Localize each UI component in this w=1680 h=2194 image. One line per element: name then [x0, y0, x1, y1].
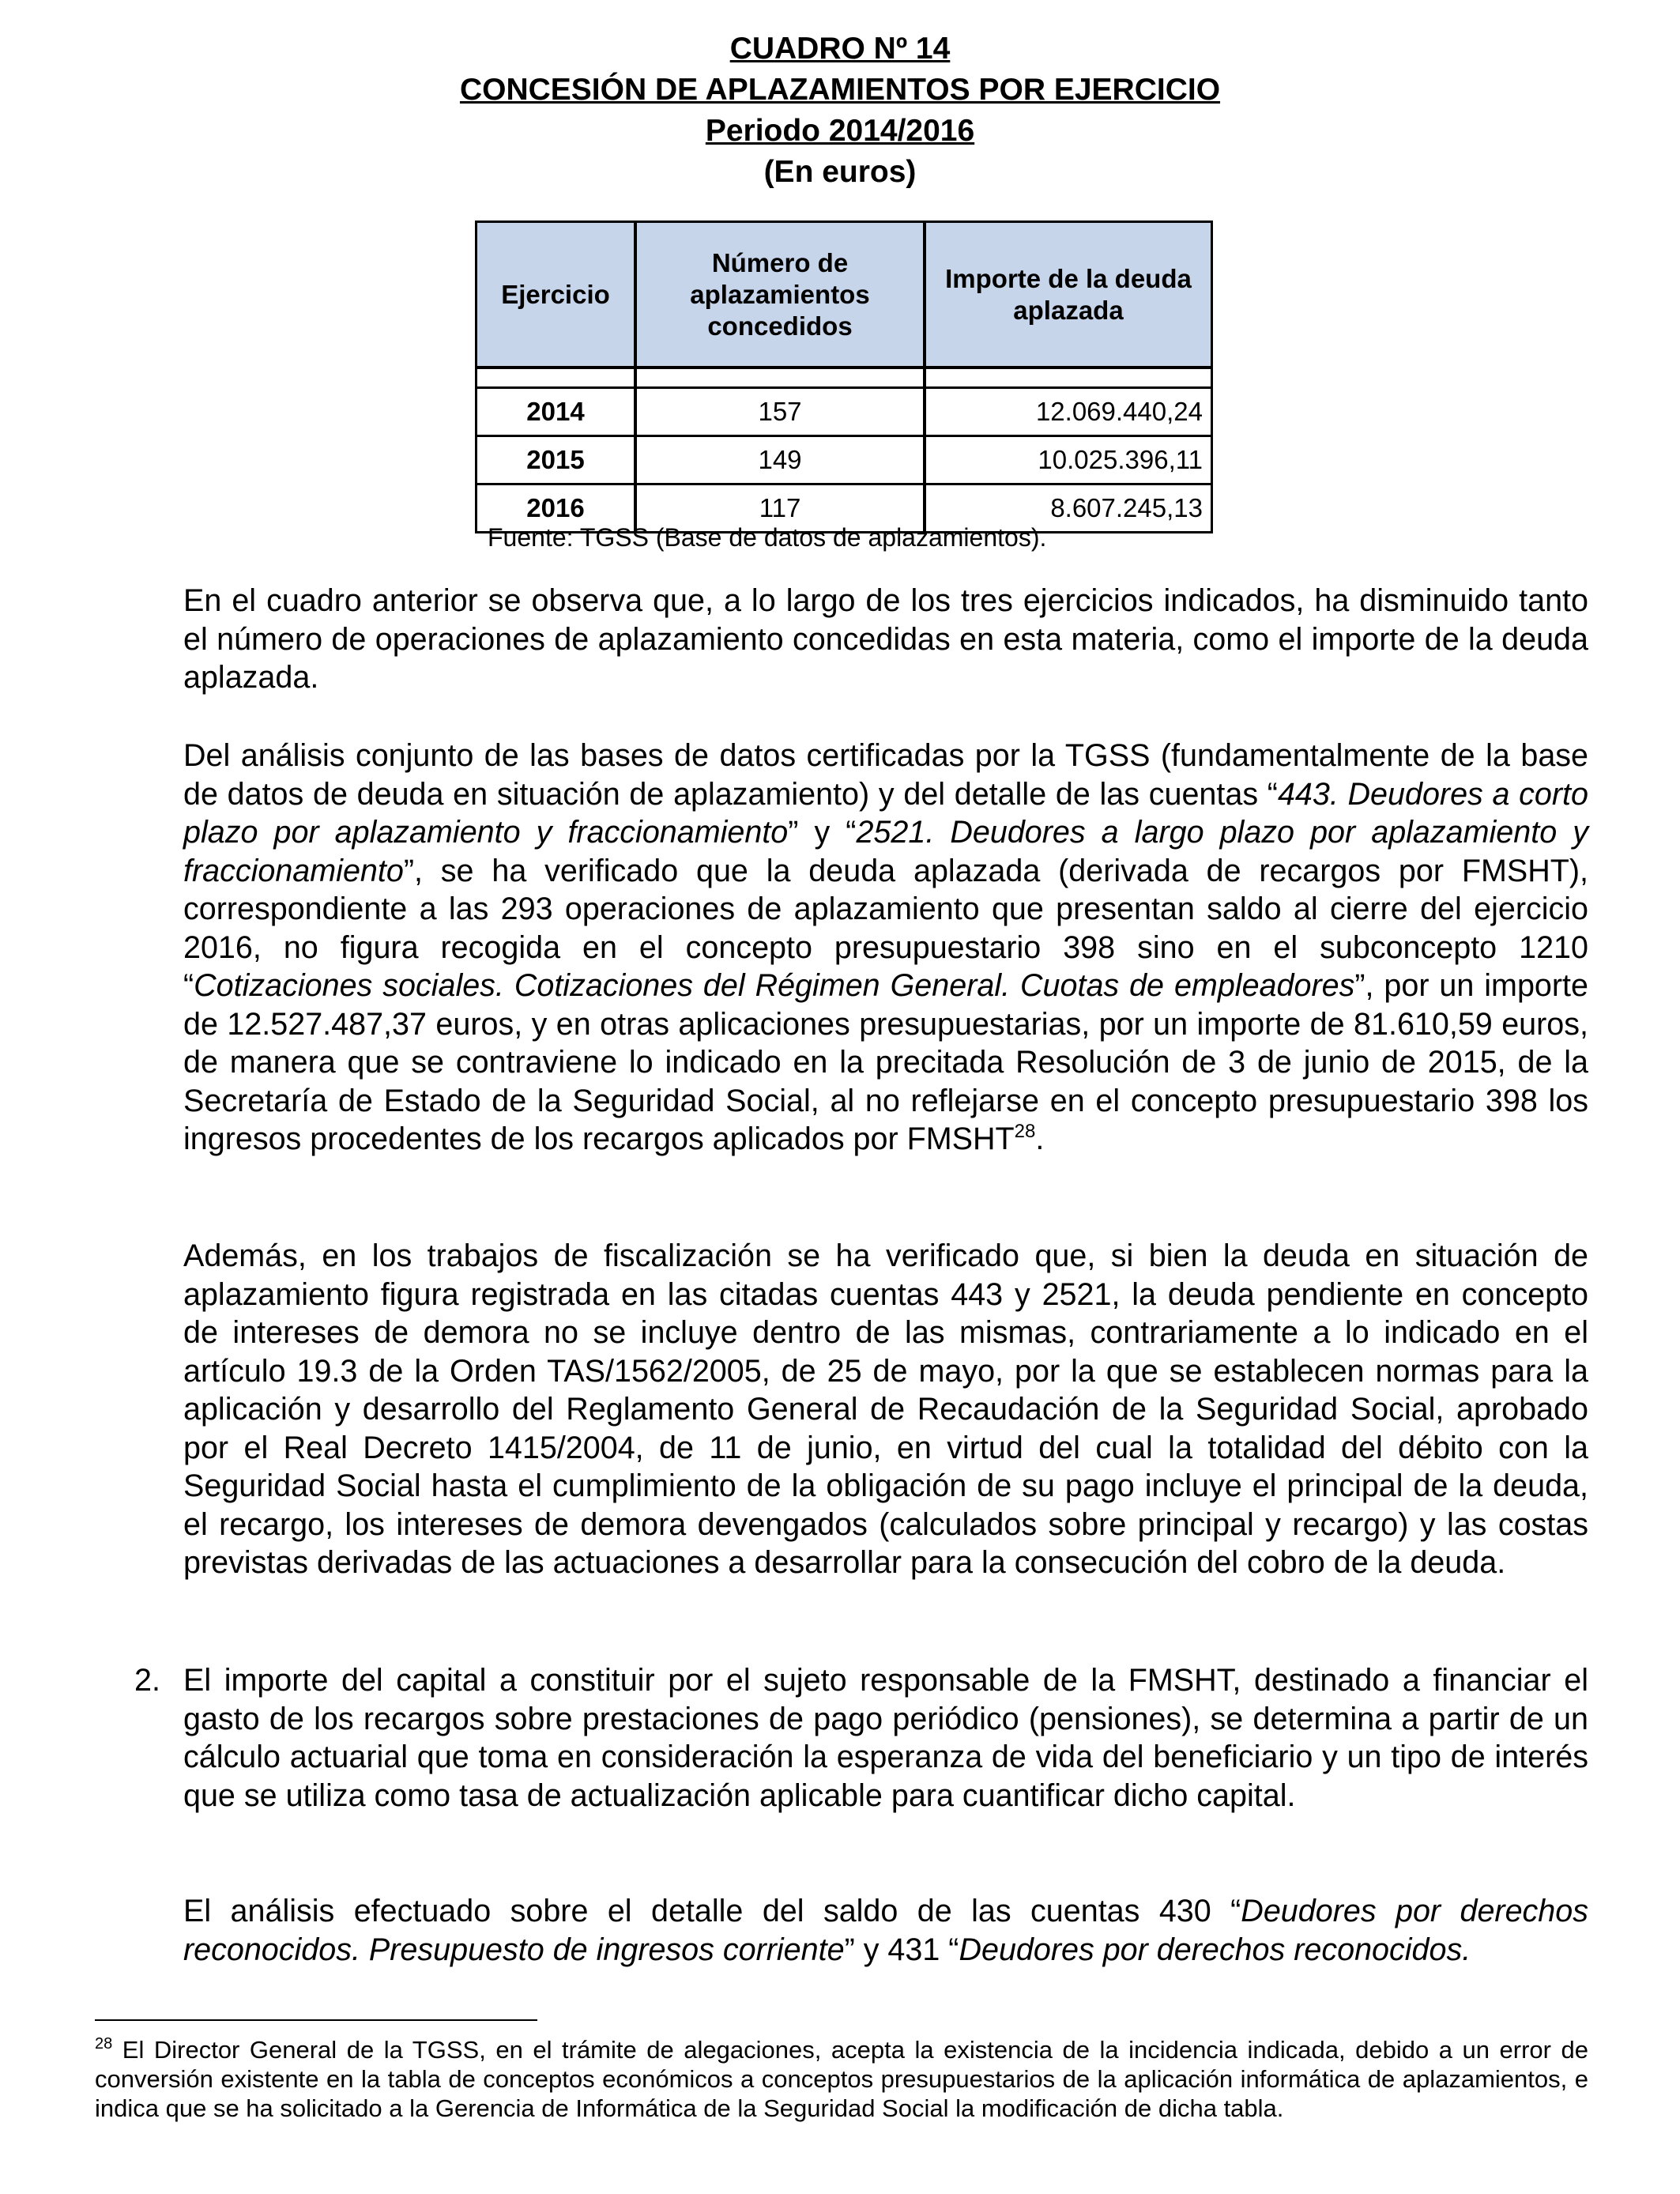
p2-text: ” y “: [788, 815, 857, 850]
list-item-number: 2.: [134, 1663, 160, 1698]
cell-importe: 12.069.440,24: [926, 389, 1211, 437]
spacer-cell: [926, 369, 1211, 389]
header-numero-text: Número de aplazamientos concedidos: [690, 247, 870, 341]
header-importe: [926, 223, 1211, 369]
cell-numero: 117: [637, 485, 926, 531]
cell-ejercicio: 2014: [477, 389, 637, 437]
table-row: [477, 389, 1211, 437]
cell-ejercicio: 2016: [477, 485, 637, 531]
cell-numero: 157: [637, 389, 926, 437]
header-importe-text: Importe de la deuda aplazada: [945, 263, 1192, 325]
table-spacer-row: [477, 369, 1211, 389]
aplazamientos-table: [475, 221, 1213, 533]
table-source: Fuente: TGSS (Base de datos de aplazamientos).: [488, 523, 1047, 552]
footnote-reference[interactable]: 28: [1014, 1121, 1036, 1142]
paragraph-2: [183, 737, 1588, 1159]
table-row: [477, 437, 1211, 485]
table-header-row: [477, 223, 1211, 369]
paragraph-5: [183, 1892, 1588, 1969]
p2-text: .: [1035, 1122, 1045, 1156]
paragraph-3: Además, en los trabajos de fiscalización se ha verificado que, si bien la deuda en situación de aplazamiento figura registrada en las citadas cuentas 443 y 2521, la deuda pendiente en concepto de intereses de demora no se incluye dentro de las mismas, contrariamente a lo indicado en el artículo 19.3 de la Orden TAS/1562/2005, de 25 de mayo, por la que se establecen normas para la aplicación y desarrollo del Reglamento General de Recaudación de la Seguridad Social, aprobado por el Real Decreto 1415/2004, de 11 de junio, en virtud del cual la totalidad del débito con la Seguridad Social hasta el cumplimiento de la obligación de su pago incluye el principal de la deuda, el recargo, los intereses de demora devengados (calculados sobre principal y recargo) y las costas previstas derivadas de las actuaciones a desarrollar para la consecución del cobro de la deuda.: [183, 1238, 1588, 1580]
header-ejercicio: Ejercicio: [477, 223, 637, 369]
table-title-block: [0, 28, 1680, 193]
p5-text: El análisis efectuado sobre el detalle del saldo de las cuentas 430 “: [183, 1894, 1241, 1928]
spacer-cell: [477, 369, 637, 389]
table-number: CUADRO Nº 14: [729, 32, 951, 66]
p5-text: ” y 431 “: [844, 1932, 959, 1967]
spacer-cell: [637, 369, 926, 389]
cell-ejercicio: 2015: [477, 437, 637, 485]
footnote: [95, 2035, 1588, 2123]
table-title: CONCESIÓN DE APLAZAMIENTOS POR EJERCICIO: [459, 73, 1221, 107]
footnote-number: 28: [95, 2035, 113, 2053]
footnote-separator: [95, 2019, 537, 2021]
cell-numero: 149: [637, 437, 926, 485]
p5-account-431: Deudores por derechos reconocidos.: [959, 1932, 1471, 1967]
cell-importe: 10.025.396,11: [926, 437, 1211, 485]
p2-text: ”, por un importe de 12.527.487,37 euros, y en otras aplicaciones presupuestarias, por un importe de 81.610,59 euros, de manera que se contraviene lo indicado en la precitada Resolución de 3 de junio de 2015, de la Secretaría de Estado de la Seguridad Social, al no reflejarse en el concepto presupuestario 398 los ingresos procedentes de los recargos aplicados por FMSHT: [183, 968, 1588, 1156]
list-item-2: El importe del capital a constituir por el sujeto responsable de la FMSHT, destinado a financiar el gasto de los recargos sobre prestaciones de pago periódico (pensiones), se determina a partir de un cálculo actuarial que toma en consideración la esperanza de vida del beneficiario y un tipo de interés que se utiliza como tasa de actualización aplicable para cuantificar dicho capital.: [183, 1663, 1588, 1813]
p5-account-430: Deudores por derechos reconocidos. Presupuesto de ingresos corriente: [183, 1894, 1588, 1967]
p2-account-443: 443. Deudores a corto plazo por aplazamiento y fraccionamiento: [183, 776, 1588, 850]
table-units: (En euros): [763, 155, 917, 189]
p2-account-2521: 2521. Deudores a largo plazo por aplazamiento y fraccionamiento: [183, 815, 1588, 888]
footnote-text: El Director General de la TGSS, en el trámite de alegaciones, acepta la existencia de la incidencia indicada, debido a un error de conversión existente en la tabla de conceptos económicos a conceptos presupuestarios de la aplicación informática de aplazamientos, e indica que se ha solicitado a la Gerencia de Informática de la Seguridad Social la modificación de dicha tabla.: [95, 2036, 1588, 2122]
cell-importe: 8.607.245,13: [1050, 493, 1203, 522]
header-numero: [637, 223, 926, 369]
paragraph-1: En el cuadro anterior se observa que, a lo largo de los tres ejercicios indicados, ha disminuido tanto el número de operaciones de aplazamiento concedidas en esta materia, como el importe de la deuda aplazada.: [183, 583, 1588, 695]
p2-text: ”, se ha verificado que la deuda aplazada (derivada de recargos por FMSHT), correspondiente a las 293 operaciones de aplazamiento que presentan saldo al cierre del ejercicio 2016, no figura recogida en el concepto presupuestario 398 sino en el subconcepto 1210 “: [183, 853, 1588, 1003]
p2-subconcepto: Cotizaciones sociales. Cotizaciones del Régimen General. Cuotas de empleadores: [194, 968, 1355, 1003]
table-period: Periodo 2014/2016: [705, 114, 975, 148]
p2-text: Del análisis conjunto de las bases de datos certificadas por la TGSS (fundamentalmente de la base de datos de deuda en situación de aplazamiento) y del detalle de las cuentas “: [183, 738, 1588, 812]
